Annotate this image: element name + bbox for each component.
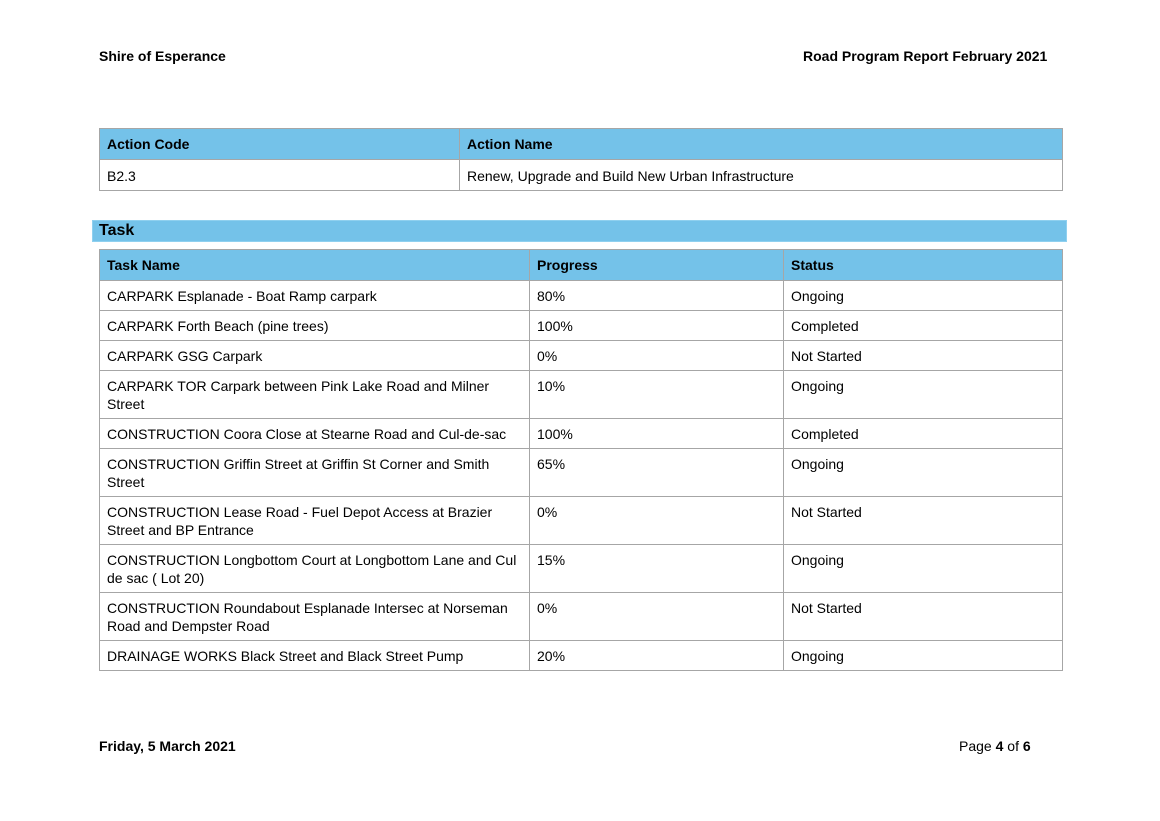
status-cell: Completed (784, 311, 1063, 341)
status-cell: Ongoing (784, 371, 1063, 419)
status-cell: Ongoing (784, 449, 1063, 497)
table-row (100, 371, 1063, 419)
status-cell: Not Started (784, 593, 1063, 641)
status-cell: Completed (784, 419, 1063, 449)
progress-cell: 0% (530, 341, 784, 371)
page-of: of (1007, 738, 1019, 754)
progress-cell: 20% (530, 641, 784, 671)
action-code-cell: B2.3 (100, 160, 460, 191)
organization-name: Shire of Esperance (99, 48, 226, 64)
task-name-cell: CONSTRUCTION Coora Close at Stearne Road and Cul-de-sac (100, 419, 530, 449)
status-cell: Ongoing (784, 281, 1063, 311)
table-row (100, 341, 1063, 371)
action-table-header-row (100, 129, 1063, 160)
task-name-cell: CARPARK Forth Beach (pine trees) (100, 311, 530, 341)
progress-cell: 0% (530, 497, 784, 545)
status-cell: Ongoing (784, 641, 1063, 671)
status-cell: Not Started (784, 341, 1063, 371)
progress-cell: 100% (530, 419, 784, 449)
table-row (100, 593, 1063, 641)
status-cell: Ongoing (784, 545, 1063, 593)
column-header-status: Status (784, 250, 1063, 281)
table-row (100, 545, 1063, 593)
task-name-cell: CARPARK Esplanade - Boat Ramp carpark (100, 281, 530, 311)
column-header-action-code: Action Code (100, 129, 460, 160)
table-row (100, 419, 1063, 449)
report-title: Road Program Report February 2021 (803, 48, 1048, 64)
table-row (100, 281, 1063, 311)
table-row (100, 497, 1063, 545)
task-name-cell: CONSTRUCTION Longbottom Court at Longbottom Lane and Cul de sac ( Lot 20) (100, 545, 530, 593)
page-label: Page (959, 738, 992, 754)
task-name-cell: CONSTRUCTION Griffin Street at Griffin St Corner and Smith Street (100, 449, 530, 497)
page-number (959, 738, 1031, 754)
page-total: 6 (1022, 738, 1031, 754)
task-name-cell: CONSTRUCTION Roundabout Esplanade Intersec at Norseman Road and Dempster Road (100, 593, 530, 641)
task-section-title: Task (92, 220, 1067, 242)
progress-cell: 10% (530, 371, 784, 419)
report-date: Friday, 5 March 2021 (99, 738, 236, 754)
action-table (99, 128, 1063, 191)
progress-cell: 100% (530, 311, 784, 341)
task-name-cell: DRAINAGE WORKS Black Street and Black Street Pump (100, 641, 530, 671)
task-name-cell: CARPARK GSG Carpark (100, 341, 530, 371)
table-row (100, 160, 1063, 191)
task-table (99, 249, 1063, 671)
column-header-action-name: Action Name (460, 129, 1063, 160)
task-name-cell: CARPARK TOR Carpark between Pink Lake Road and Milner Street (100, 371, 530, 419)
table-row (100, 449, 1063, 497)
status-cell: Not Started (784, 497, 1063, 545)
progress-cell: 0% (530, 593, 784, 641)
task-name-cell: CONSTRUCTION Lease Road - Fuel Depot Access at Brazier Street and BP Entrance (100, 497, 530, 545)
progress-cell: 65% (530, 449, 784, 497)
page-current: 4 (995, 738, 1004, 754)
column-header-progress: Progress (530, 250, 784, 281)
action-name-cell: Renew, Upgrade and Build New Urban Infrastructure (460, 160, 1063, 191)
progress-cell: 15% (530, 545, 784, 593)
table-row (100, 311, 1063, 341)
column-header-task-name: Task Name (100, 250, 530, 281)
progress-cell: 80% (530, 281, 784, 311)
task-table-header-row (100, 250, 1063, 281)
table-row (100, 641, 1063, 671)
